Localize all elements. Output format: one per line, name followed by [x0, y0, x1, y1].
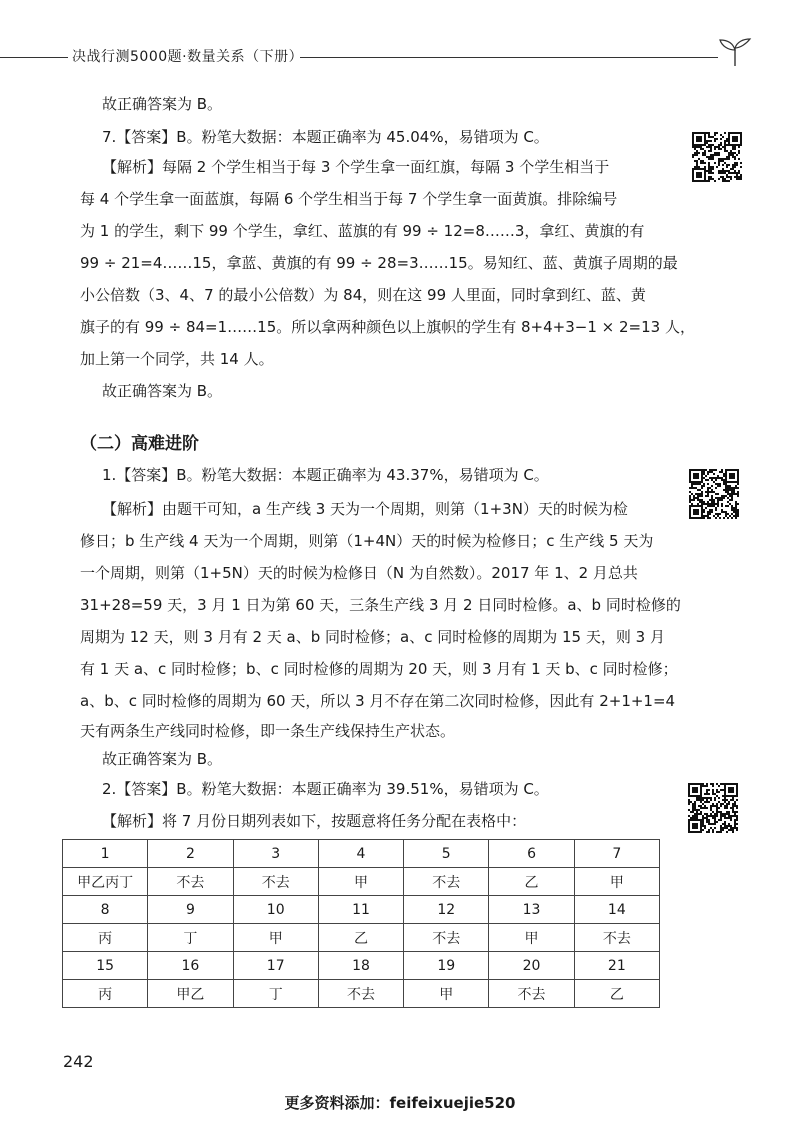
analysis-line: 天有两条生产线同时检修，即一条生产线保持生产状态。	[80, 722, 456, 740]
table-cell: 8	[63, 896, 148, 924]
table-cell: 甲乙	[148, 980, 233, 1008]
table-cell: 16	[148, 952, 233, 980]
schedule-table-body	[63, 840, 660, 1008]
table-row	[63, 840, 660, 868]
analysis-line: 【解析】由题干可知，a 生产线 3 天为一个周期，则第（1+3N）天的时候为检	[102, 500, 628, 518]
table-cell: 21	[574, 952, 659, 980]
analysis-line: 有 1 天 a、c 同时检修；b、c 同时检修的周期为 20 天，则 3 月有 1 天 b、c 同时检修；	[80, 660, 678, 678]
analysis-line: 加上第一个同学，共 14 人。	[80, 350, 274, 368]
table-cell: 3	[233, 840, 318, 868]
analysis-line: 【解析】将 7 月份日期列表如下，按题意将任务分配在表格中：	[102, 812, 527, 830]
table-cell: 丙	[63, 924, 148, 952]
table-cell: 7	[574, 840, 659, 868]
table-cell: 18	[318, 952, 403, 980]
table-cell: 甲	[574, 868, 659, 896]
table-cell: 不去	[318, 980, 403, 1008]
header-rule-left	[0, 57, 68, 58]
footer-note: 更多资料添加：feifeixuejie520	[284, 1094, 516, 1112]
table-cell: 1	[63, 840, 148, 868]
analysis-line: 修日；b 生产线 4 天为一个周期，则第（1+4N）天的时候为检修日；c 生产线 5 天为	[80, 532, 654, 550]
page-number: 242	[63, 1052, 94, 1071]
table-cell: 2	[148, 840, 233, 868]
table-cell: 17	[233, 952, 318, 980]
sprout-icon	[718, 38, 752, 66]
table-cell: 乙	[574, 980, 659, 1008]
qr-code-icon	[692, 132, 742, 182]
analysis-line: 31+28=59 天，3 月 1 日为第 60 天，三条生产线 3 月 2 日同时检修。a、b 同时检修的	[80, 596, 681, 614]
table-cell: 9	[148, 896, 233, 924]
table-cell: 不去	[404, 924, 489, 952]
table-cell: 丙	[63, 980, 148, 1008]
table-row	[63, 896, 660, 924]
table-cell: 6	[489, 840, 574, 868]
table-cell: 不去	[233, 868, 318, 896]
analysis-line: 为 1 的学生，剩下 99 个学生，拿红、蓝旗的有 99 ÷ 12=8……3，拿红、黄旗的有	[80, 222, 645, 240]
answer-heading-q1: 1.【答案】B。粉笔大数据：本题正确率为 43.37%，易错项为 C。	[102, 466, 549, 484]
table-cell: 乙	[318, 924, 403, 952]
table-row	[63, 952, 660, 980]
table-row	[63, 980, 660, 1008]
analysis-line: 一个周期，则第（1+5N）天的时候为检修日（N 为自然数）。2017 年 1、2 月总共	[80, 564, 638, 582]
table-cell: 不去	[148, 868, 233, 896]
table-cell: 丁	[148, 924, 233, 952]
analysis-line: 周期为 12 天，则 3 月有 2 天 a、b 同时检修；a、c 同时检修的周期为 15 天，则 3 月	[80, 628, 665, 646]
qr-code-icon	[689, 469, 739, 519]
table-cell: 20	[489, 952, 574, 980]
table-cell: 甲	[233, 924, 318, 952]
qr-code-icon	[688, 783, 738, 833]
section-title: （二）高难进阶	[80, 434, 199, 454]
answer-line: 故正确答案为 B。	[102, 95, 223, 113]
table-cell: 不去	[574, 924, 659, 952]
header-title: 决战行测5000题·数量关系（下册）	[72, 49, 304, 65]
answer-line: 故正确答案为 B。	[102, 382, 223, 400]
analysis-line: 99 ÷ 21=4……15，拿蓝、黄旗的有 99 ÷ 28=3……15。易知红、蓝、黄旗子周期的最	[80, 254, 678, 272]
table-row	[63, 924, 660, 952]
table-cell: 5	[404, 840, 489, 868]
table-cell: 12	[404, 896, 489, 924]
table-row	[63, 868, 660, 896]
table-cell: 乙	[489, 868, 574, 896]
header-rule-right	[300, 57, 718, 58]
table-cell: 甲	[318, 868, 403, 896]
schedule-table	[62, 839, 660, 1008]
table-cell: 不去	[489, 980, 574, 1008]
table-cell: 14	[574, 896, 659, 924]
answer-line: 故正确答案为 B。	[102, 750, 223, 768]
answer-heading-q2: 2.【答案】B。粉笔大数据：本题正确率为 39.51%，易错项为 C。	[102, 780, 549, 798]
table-cell: 15	[63, 952, 148, 980]
analysis-line: 旗子的有 99 ÷ 84=1……15。所以拿两种颜色以上旗帜的学生有 8+4+3−1 × 2=13 人，	[80, 318, 695, 336]
table-cell: 丁	[233, 980, 318, 1008]
answer-heading-q7: 7.【答案】B。粉笔大数据：本题正确率为 45.04%，易错项为 C。	[102, 128, 549, 146]
table-cell: 不去	[404, 868, 489, 896]
analysis-line: a、b、c 同时检修的周期为 60 天，所以 3 月不存在第二次同时检修，因此有 2+1+1=4	[80, 692, 676, 710]
table-cell: 11	[318, 896, 403, 924]
table-cell: 10	[233, 896, 318, 924]
table-cell: 13	[489, 896, 574, 924]
analysis-line: 小公倍数（3、4、7 的最小公倍数）为 84，则在这 99 人里面，同时拿到红、蓝、黄	[80, 286, 646, 304]
table-cell: 甲	[489, 924, 574, 952]
table-cell: 4	[318, 840, 403, 868]
table-cell: 19	[404, 952, 489, 980]
analysis-line: 每 4 个学生拿一面蓝旗，每隔 6 个学生相当于每 7 个学生拿一面黄旗。排除编号	[80, 190, 618, 208]
table-cell: 甲乙丙丁	[63, 868, 148, 896]
analysis-line: 【解析】每隔 2 个学生相当于每 3 个学生拿一面红旗，每隔 3 个学生相当于	[102, 158, 610, 176]
table-cell: 甲	[404, 980, 489, 1008]
running-header	[0, 44, 800, 74]
